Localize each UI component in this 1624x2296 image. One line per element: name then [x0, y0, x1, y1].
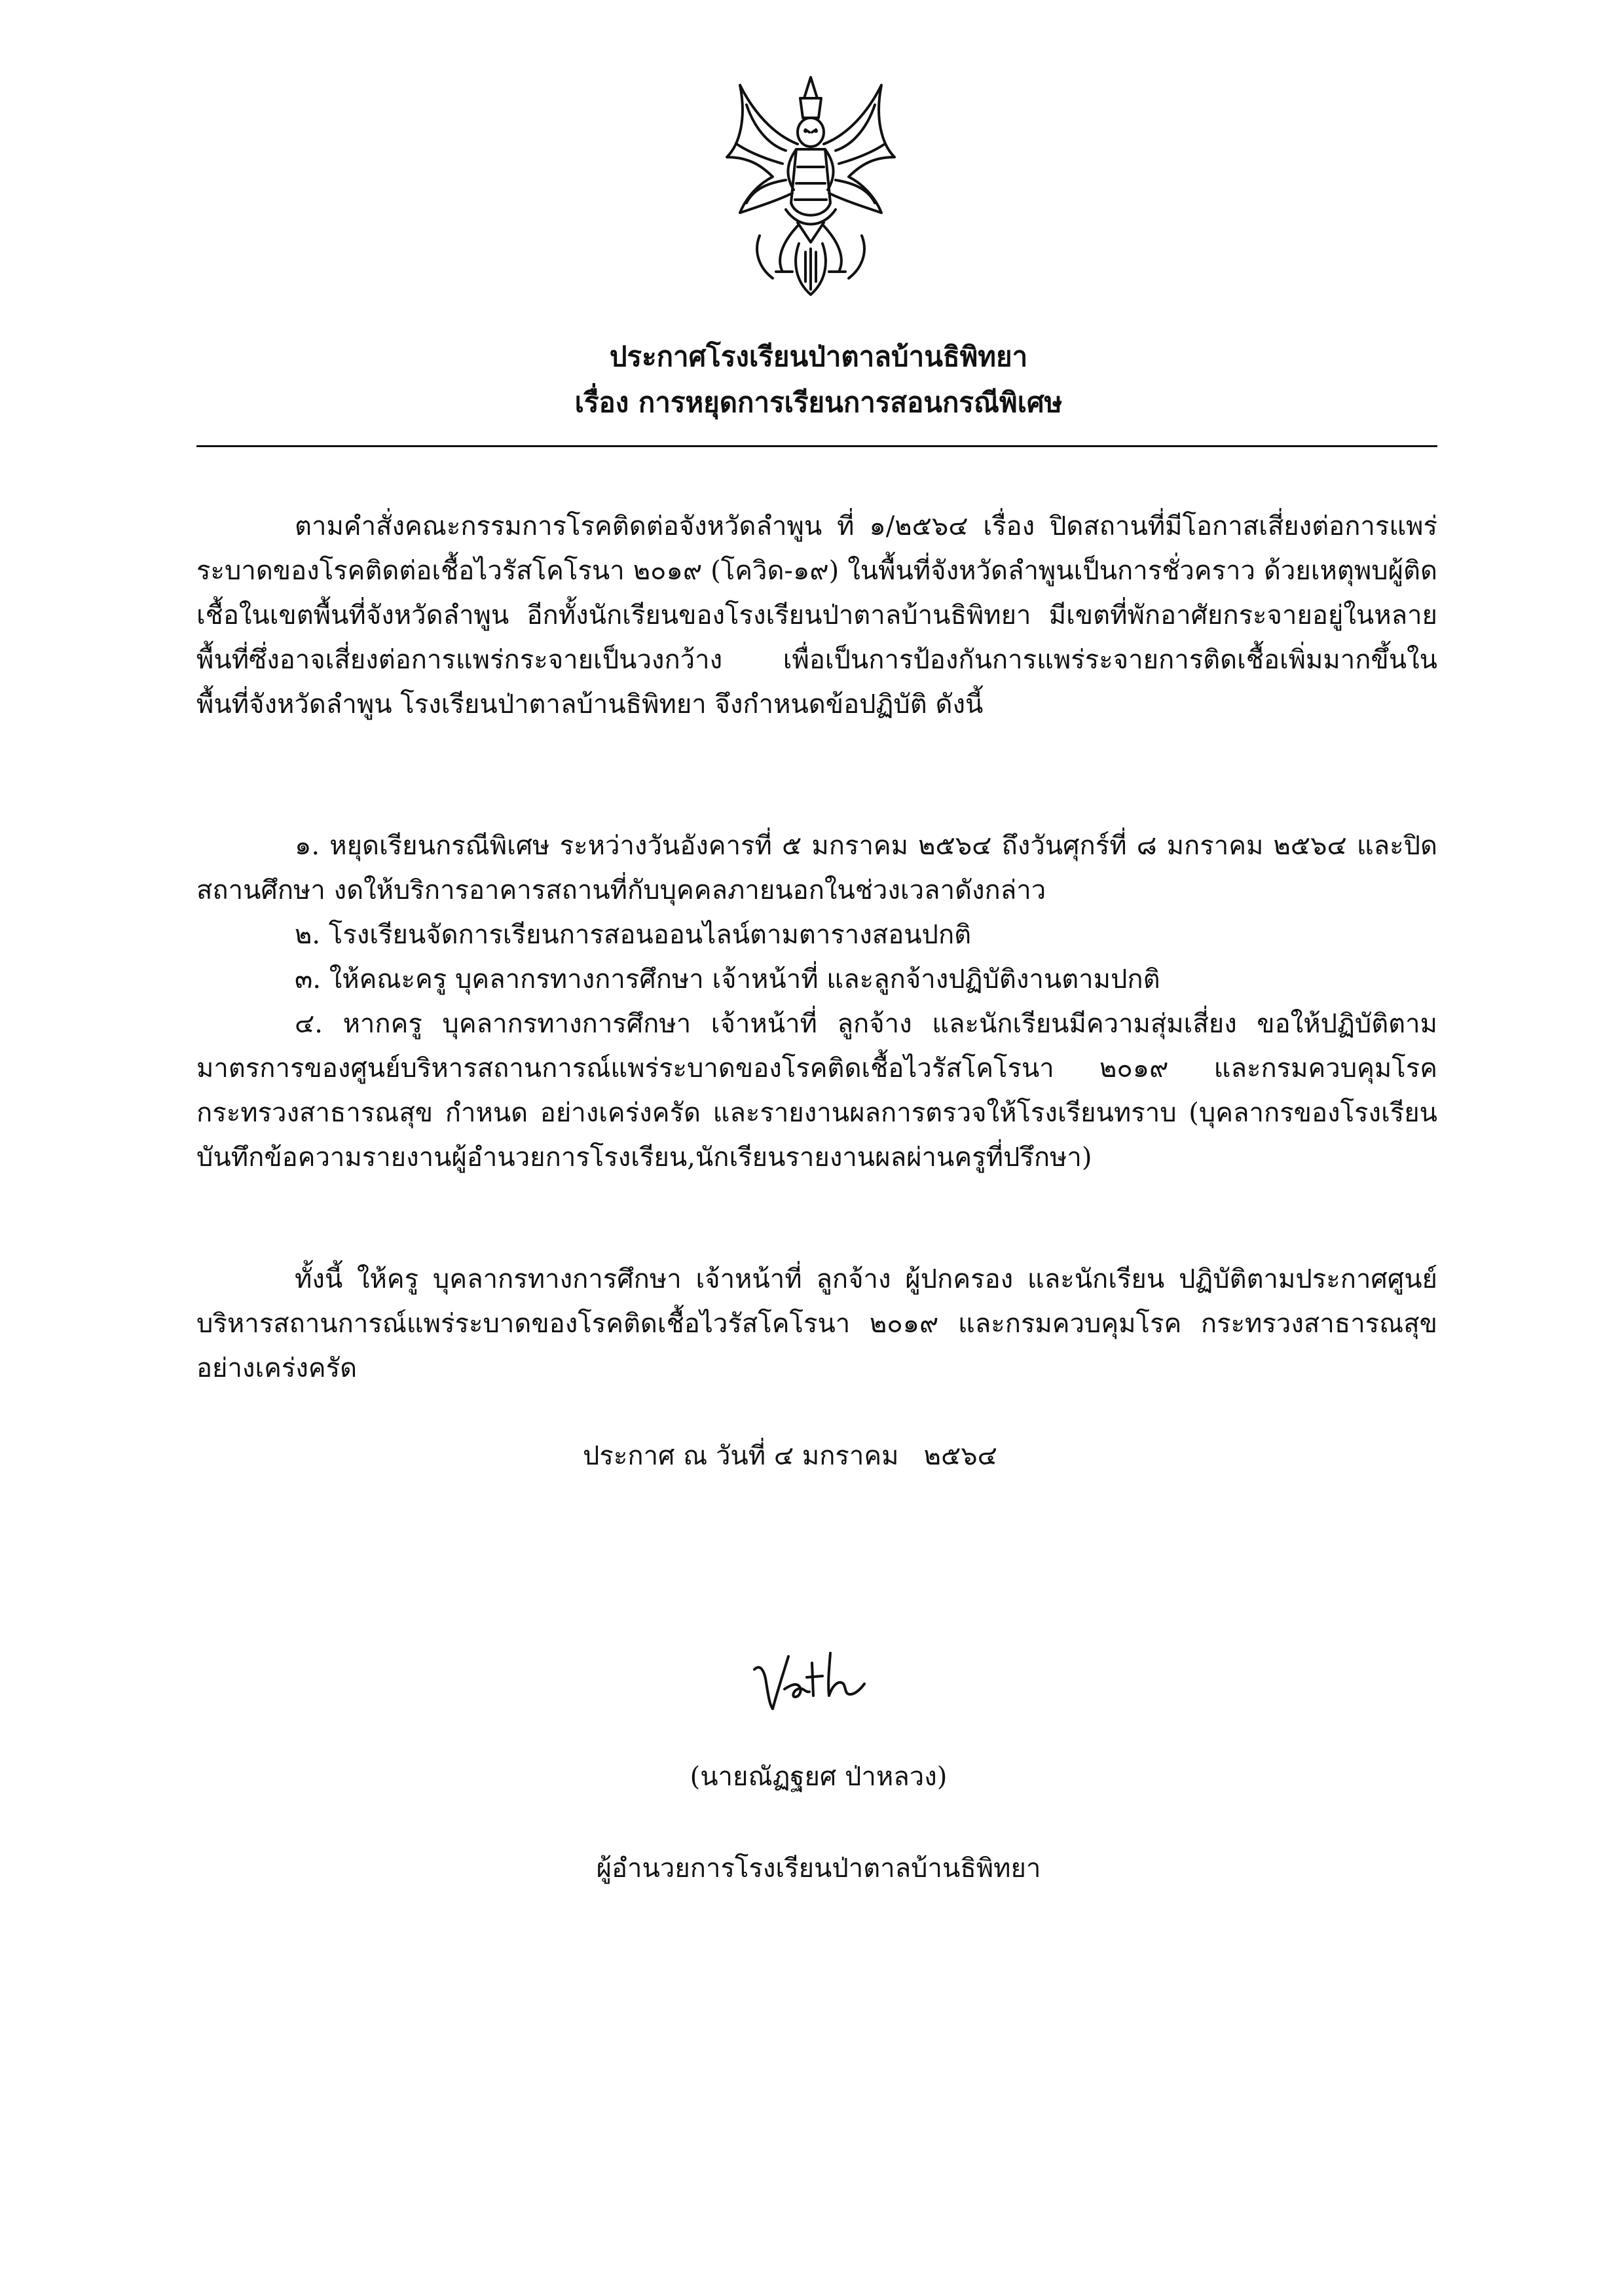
closing-paragraph	[196, 1257, 1437, 1391]
header-divider	[196, 445, 1437, 447]
closing-text: ทั้งนี้ ให้ครู บุคลากรทางการศึกษา เจ้าหน้าที่ ลูกจ้าง ผู้ปกครอง และนักเรียน ปฏิบัติตามประกาศศูนย์บริหารสถานการณ์แพร่ระบาดของโรคติดเชื้อไวรัสโคโรนา ๒๐๑๙ และกรมควบคุมโรค กระทรวงสาธารณสุข อย่างเคร่งครัด	[196, 1264, 1437, 1383]
signer-position: ผู้อำนวยการโรงเรียนป่าตาลบ้านธิพิทยา	[596, 1853, 1041, 1884]
directive-item-2: ๒. โรงเรียนจัดการเรียนการสอนออนไลน์ตามตารางสอนปกติ	[295, 920, 972, 950]
signer-name: (นายณัฏฐยศ ป่าหลวง)	[690, 1762, 948, 1792]
signature-image	[747, 1643, 871, 1715]
directive-item-3: ๓. ให้คณะครู บุคลากรทางการศึกษา เจ้าหน้าที่ และลูกจ้างปฏิบัติงานตามปกติ	[295, 964, 1160, 994]
announcement-title: ประกาศโรงเรียนป่าตาลบ้านธิพิทยา	[609, 340, 1028, 373]
header	[196, 334, 1441, 426]
announcement-subject: เรื่อง การหยุดการเรียนการสอนกรณีพิเศษ	[574, 386, 1063, 418]
intro-text: ตามคำสั่งคณะกรรมการโรคติดต่อจังหวัดลำพูน ที่ ๑/๒๕๖๔ เรื่อง ปิดสถานที่มีโอกาสเสี่ยงต่อการแพร่ระบาดของโรคติดต่อเชื้อไวรัสโคโรนา ๒๐๑๙ (โควิด-๑๙) ในพื้นที่จังหวัดลำพูนเป็นการชั่วคราว ด้วยเหตุพบผู้ติดเชื้อในเขตพื้นที่จังหวัดลำพูน อีกทั้งนักเรียนของโรงเรียนป่าตาลบ้านธิพิทยา มีเขตที่พักอาศัยกระจายอยู่ในหลายพื้นที่ซึ่งอาจเสี่ยงต่อการแพร่กระจายเป็นวงกว้าง เพื่อเป็นการป้องกันการแพร่ระจายการติดเชื้อเพิ่มมากขึ้นในพื้นที่จังหวัดลำพูน โรงเรียนป่าตาลบ้านธิพิทยา จึงกำหนดข้อปฏิบัติ ดังนี้	[196, 511, 1437, 720]
intro-paragraph	[196, 504, 1437, 727]
directive-item-1: ๑. หยุดเรียนกรณีพิเศษ ระหว่างวันอังคารที่ ๕ มกราคม ๒๕๖๔ ถึงวันศุกร์ที่ ๘ มกราคม ๒๕๖๔ และปิดสถานศึกษา งดให้บริการอาคารสถานที่กับบุคคลภายนอกในช่วงเวลาดังกล่าว	[196, 831, 1437, 905]
announcement-date: ประกาศ ณ วันที่ ๔ มกราคม ๒๕๖๔	[583, 1441, 997, 1471]
garuda-emblem-icon	[720, 72, 901, 301]
directive-item-4: ๔. หากครู บุคลากรทางการศึกษา เจ้าหน้าที่ ลูกจ้าง และนักเรียนมีความสุ่มเสี่ยง ขอให้ปฏิบัติตามมาตรการของศูนย์บริหารสถานการณ์แพร่ระบาดของโรคติดเชื้อไวรัสโคโรนา ๒๐๑๙ และกรมควบคุมโรค กระทรวงสาธารณสุข กำหนด อย่างเคร่งครัด และรายงานผลการตรวจให้โรงเรียนทราบ (บุคลากรของโรงเรียนบันทึกข้อความรายงานผู้อำนวยการโรงเรียน,นักเรียนรายงานผลผ่านครูที่ปรึกษา)	[196, 1009, 1437, 1173]
directive-list	[196, 824, 1437, 1180]
